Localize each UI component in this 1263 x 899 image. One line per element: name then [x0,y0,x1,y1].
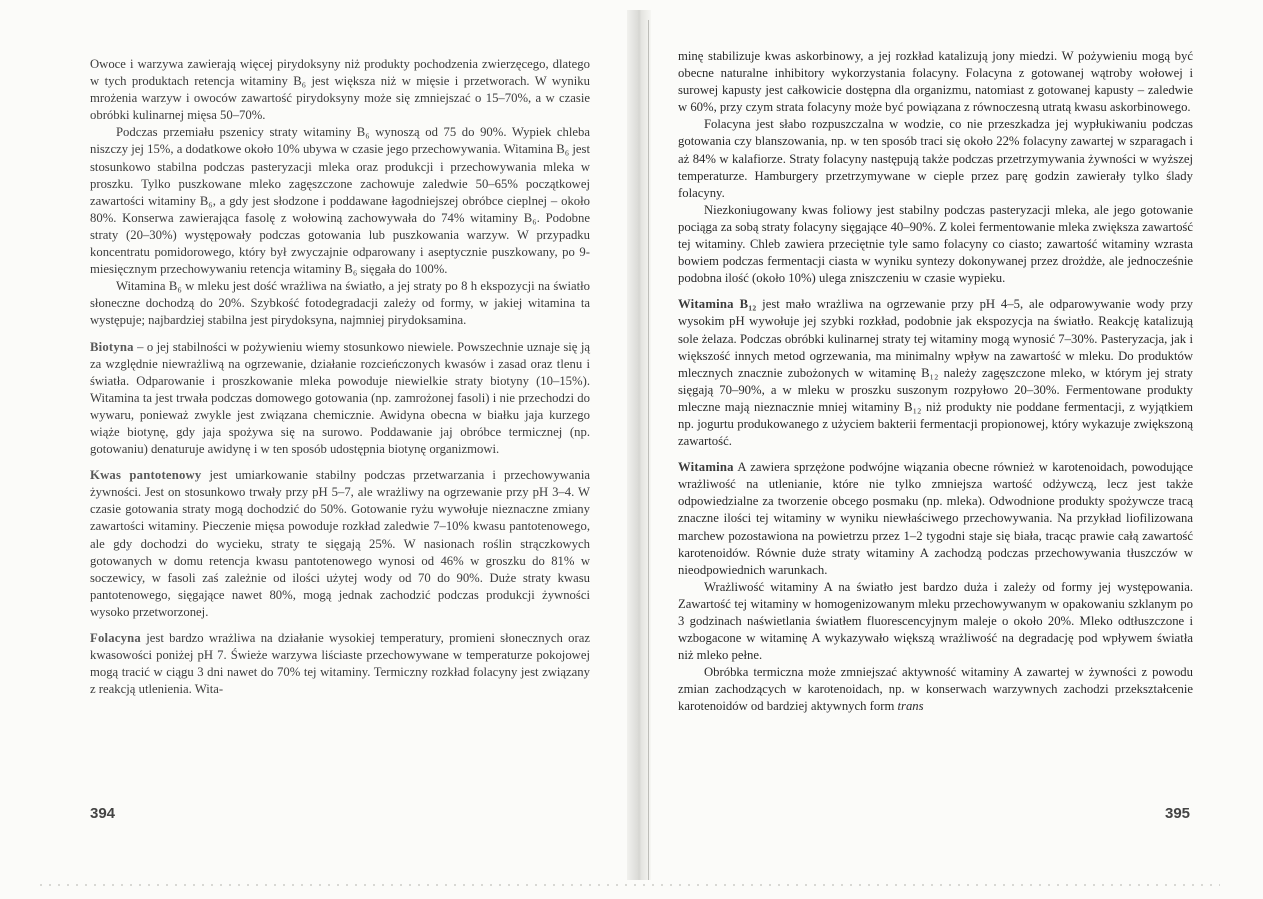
paragraph: Wrażliwość witaminy A na światło jest bardzo duża i zależy od formy jej występowania. Zawartość tej witaminy w homogenizowanym mleku przechowywanym w opakowaniu szklanym po 3 godzinach naświetlania światłem fluorescencyjnym maleje o około 20%. Mleko odtłuszczone i wzbogacone w witaminę A wykazywało większą wrażliwość na degradację pod wpływem światła niż mleko pełne. [678,579,1193,663]
section-text: jest bardzo wrażliwa na działanie wysokiej temperatury, promieni słonecznych oraz kwasowości poniżej pH 7. Świeże warzywa liściaste przechowywane w temperaturze pokojowej mogą tracić w ciągu 3 dni nawet do 70% tej witaminy. Termiczny rozkład folacyny jest związany z reakcją utlenienia. Wita- [90,631,590,697]
italic-term: trans [897,699,924,714]
scan-edge-noise [40,884,1220,886]
paragraph-text: Obróbka termiczna może zmniejszać aktywność witaminy A zawartej w żywności z powodu zmian zachodzących w karotenoidach, np. w konserwach warzywnych zachodzi przekształcenie karotenoidów od bardziej aktywnych form [678,665,1193,714]
right-page-text [678,48,1193,716]
paragraph: Niezkoniugowany kwas foliowy jest stabilny podczas pasteryzacji mleka, ale jego gotowanie pociąga za sobą straty folacyny sięgające 40–90%. Z kolei fermentowanie mleka zwiększa zawartość tej witaminy. Chleb zawiera przeciętnie tyle samo folacyny co ciasto; zawartość witaminy wzrasta bowiem podczas fermentacji ciasta w wyniku syntezy dokonywanej przez drożdże, ale jednocześnie podobna ilość (około 10%) ulega zniszczeniu w czasie wypieku. [678,202,1193,286]
section-text: jest mało wrażliwa na ogrzewanie przy pH 4–5, ale odparowywanie wody przy wysokim pH wywołuje jej szybki rozkład, podobnie jak ekspozycja na światło. Reakcję katalizują sole żelaza. Podczas obróbki kulinarnej straty tej witaminy mogą wynosić 7–30%. Pasteryzacja, jak i większość innych metod ogrzewania, ma minimalny wpływ na zawartość w mleku. Do produktów mlecznych znacznie zubożonych w witaminę B₁₂ należy zagęszczone mleko, w którym jej straty sięgają 70–90%, a w mleku w proszku suszonym rozpyłowo 20–30%. Fermentowane produkty mleczne mają nieznacznie mniej witaminy B₁₂ niż produkty nie poddane fermentacji, z wyjątkiem np. jogurtu produkowanego z użyciem bakterii fermentacji propionowej, który wykazuje zwiększoną zawartość. [678,297,1193,449]
section-folacyna [90,630,590,698]
paragraph [678,664,1193,715]
paragraph: minę stabilizuje kwas askorbinowy, a jej rozkład katalizują jony miedzi. W pożywieniu mogą być obecne naturalne inhibitory wykorzystania folacyny. Folacyna z gotowanej wątroby wołowej i surowej kapusty jest całkowicie dostępna dla organizmu, natomiast z gotowanej kapusty – zaledwie w 60%, przy czym strata folacyny może być powiązana z równoczesną utratą kwasu askorbinowego. [678,49,1193,115]
section-heading: Folacyna [90,631,141,645]
section-text: A zawiera sprzężone podwójne wiązania obecne również w karotenoidach, powodujące wrażliwość na utlenianie, które nie tylko zmniejsza wartość odżywczą, lecz jest także odpowiedzialne za tworzenie obcego posmaku (np. mleka). Odwodnione produkty spożywcze tracą znaczne ilości tej witaminy w wyniku niewłaściwego przechowywania. Na przykład liofilizowana marchew pozostawiona na powietrzu przez 1–2 tygodni staje się biała, tracąc prawie całą zawartość karotenoidów. Równie duże straty witaminy A zachodzą podczas przechowywania tłuszczów w nieodpowiednich warunkach. [678,460,1193,577]
section-heading: Kwas pantotenowy [90,468,202,483]
section-witamina-b12 [678,296,1193,450]
paragraph: Podczas przemiału pszenicy straty witaminy B₆ wynoszą od 75 do 90%. Wypiek chleba niszczy jej 15%, a dodatkowe około 10% ubywa w czasie jego przechowywania. Witamina B₆ jest stosunkowo stabilna podczas pasteryzacji mleka oraz produkcji i przechowywania mleka w proszku. Tylko puszkowane mleko zagęszczone zachowuje zaledwie 50–65% początkowej zawartości witaminy B₆, a gdy jest słodzone i poddawane łagodniejszej obróbce cieplnej – około 80%. Konserwa zawierająca fasolę z wołowiną zachowywała do 74% witaminy B₆. Podobne straty (20–30%) występowały podczas gotowania lub puszkowania warzyw. W przypadku koncentratu pomidorowego, który był zwyczajnie odparowany i aseptycznie puszkowany, po 9-miesięcznym przechowywaniu retencja witaminy B₆ sięgała do 100%. [90,125,590,277]
section-biotyna [90,339,590,459]
paragraph: Owoce i warzywa zawierają więcej pirydoksyny niż produkty pochodzenia zwierzęcego, dlatego w tych produktach retencja witaminy B₆ jest większa niż w mięsie i przetworach. W wyniku mrożenia warzyw i owoców zawartość pirydoksyny może się zmniejszać o 15–70%, a w czasie obróbki kulinarnej mięsa 50–70%. [90,57,590,123]
section-heading: Biotyna [90,339,134,354]
section-text: jest umiarkowanie stabilny podczas przetwarzania i przechowywania żywności. Jest on stosunkowo trwały przy pH 5–7, ale wrażliwy na ogrzewanie przy pH 3–4. W czasie gotowania straty mogą dochodzić do 50%. Gotowanie ryżu wywołuje nieznaczne zmiany zawartości witaminy. Pieczenie mięsa powoduje rozkład zaledwie 7–10% kwasu pantotenowego, ale gdy dochodzi do wycieku, straty te sięgają 25%. W nasionach roślin strączkowych gotowanych w domu retencja kwasu pantotenowego wynosi od 46% w groszku do 81% w soczewicy, w fasoli zaś zależnie od ilości użytej wody od 70 do 90%. Duże straty kwasu pantotenowego, sięgające nawet 80%, mogą jednak zachodzić podczas produkcji żywności wysoko przetworzonej. [90,468,590,619]
section-kwas-pantotenowy [90,467,590,621]
left-page-text [90,56,590,698]
paragraph: Folacyna jest słabo rozpuszczalna w wodzie, co nie przeszkadza jej wypłukiwaniu podczas gotowania czy blanszowania, np. w ten sposób traci się około 22% folacyny zawartej w szparagach i aż 84% w kalafiorze. Straty folacyny następują także podczas przetrzymywania żywności w wyższej temperaturze. Hamburgery przetrzymywane w cieple przez parę godzin zawierały tylko ślady folacyny. [678,117,1193,200]
section-witamina-a [678,459,1193,579]
page-number: 394 [90,805,116,822]
right-page [632,0,1263,899]
section-text: – o jej stabilności w pożywieniu wiemy stosunkowo niewiele. Powszechnie uznaje się ją za względnie niewrażliwą na ogrzewanie, działanie rozcieńczonych kwasów i zasad oraz tlenu i światła. Odparowanie i proszkowanie mleka powoduje niewielkie straty biotyny (10–15%). Witamina ta jest trwała podczas domowego gotowania (np. zamrożonej fasoli) i nie przechodzi do wywaru, ponieważ zwykle jest związana chemicznie. Awidyna obecna w białku jaja kurzego wiąże biotynę, gdy jaja spożywa się na surowo. Poddawanie jaj obróbce termicznej (np. gotowaniu) denaturuje awidynę i w ten sposób udostępnia biotynę organizmowi. [90,339,590,457]
paragraph: Witamina B₆ w mleku jest dość wrażliwa na światło, a jej straty po 8 h ekspozycji na światło słoneczne dochodzą do 20%. Szybkość fotodegradacji zależy od formy, w jakiej witamina ta występuje; najbardziej stabilna jest pirydoksyna, najmniej pirydoksamina. [90,279,590,328]
section-heading: Witamina B₁₂ [678,297,757,312]
section-heading: Witamina [678,460,734,475]
page-number: 395 [1165,805,1191,822]
